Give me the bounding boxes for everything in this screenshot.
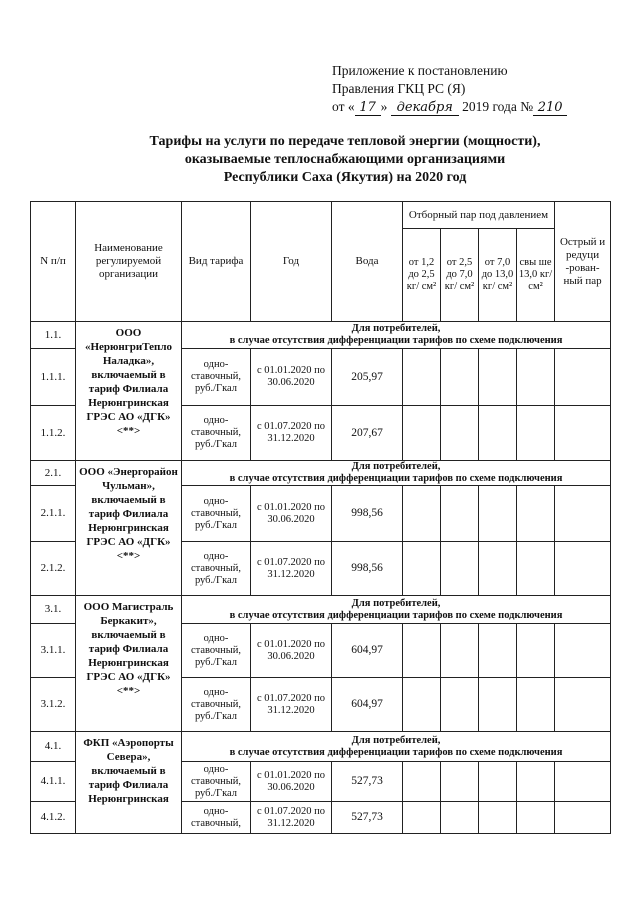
acute-steam-cell <box>555 486 611 542</box>
decree-number: 210 <box>533 101 567 116</box>
steam-4-cell <box>517 762 555 802</box>
consumer-note: Для потребителей, в случае отсутствия дифференциации тарифов по схеме подключения <box>182 596 611 624</box>
steam-1-cell <box>403 486 441 542</box>
water-tariff: 604,97 <box>332 624 403 678</box>
org-name: ООО «НерюнгриТепло Наладка», включаемый в тариф Филиала Нерюнгринская ГРЭС АО «ДГК» <**> <box>76 322 182 461</box>
group-num: 4.1. <box>31 732 76 762</box>
steam-2-cell <box>441 762 479 802</box>
col-header-num: N п/п <box>31 202 76 322</box>
steam-1-cell <box>403 624 441 678</box>
col-header-acute-steam: Острый и редуци -рован- ный пар <box>555 202 611 322</box>
tariff-kind: одно- ставочный, руб./Гкал <box>182 542 251 596</box>
steam-3-cell <box>479 406 517 461</box>
row-num: 2.1.2. <box>31 542 76 596</box>
steam-3-cell <box>479 542 517 596</box>
title-line-2: оказываемые теплоснабжающими организациями <box>184 152 506 167</box>
row-num: 1.1.1. <box>31 349 76 406</box>
group-num: 2.1. <box>31 461 76 486</box>
row-num: 3.1.2. <box>31 678 76 732</box>
steam-3-cell <box>479 624 517 678</box>
water-tariff: 527,73 <box>332 762 403 802</box>
tariff-period: с 01.01.2020 по 30.06.2020 <box>251 486 332 542</box>
water-tariff: 604,97 <box>332 678 403 732</box>
decree-date-line <box>332 98 622 116</box>
steam-2-cell <box>441 624 479 678</box>
steam-2-cell <box>441 486 479 542</box>
acute-steam-cell <box>555 624 611 678</box>
tariff-kind: одно- ставочный, руб./Гкал <box>182 349 251 406</box>
col-header-org: Наименование регулируемой организации <box>76 202 182 322</box>
water-tariff: 205,97 <box>332 349 403 406</box>
tariff-kind: одно- ставочный, руб./Гкал <box>182 678 251 732</box>
tariff-period: с 01.01.2020 по 30.06.2020 <box>251 349 332 406</box>
steam-1-cell <box>403 802 441 834</box>
org-name: ООО Магистраль Беркакит», включаемый в тариф Филиала Нерюнгринская ГРЭС АО «ДГК» <**> <box>76 596 182 732</box>
row-num: 1.1.2. <box>31 406 76 461</box>
steam-4-cell <box>517 624 555 678</box>
steam-4-cell <box>517 486 555 542</box>
tariff-table <box>30 201 611 834</box>
org-name: ФКП «Аэропорты Севера», включаемый в тариф Филиала Нерюнгринская <box>76 732 182 834</box>
row-num: 3.1.1. <box>31 624 76 678</box>
acute-steam-cell <box>555 542 611 596</box>
steam-4-cell <box>517 349 555 406</box>
row-num: 4.1.1. <box>31 762 76 802</box>
steam-3-cell <box>479 486 517 542</box>
tariff-kind: одно- ставочный, руб./Гкал <box>182 486 251 542</box>
water-tariff: 527,73 <box>332 802 403 834</box>
tariff-period: с 01.07.2020 по 31.12.2020 <box>251 678 332 732</box>
steam-3-cell <box>479 349 517 406</box>
appendix-line: Приложение к постановлению <box>332 63 508 78</box>
tariff-period: с 01.01.2020 по 30.06.2020 <box>251 624 332 678</box>
tariff-period: с 01.07.2020 по 31.12.2020 <box>251 406 332 461</box>
steam-4-cell <box>517 406 555 461</box>
tariff-period: с 01.07.2020 по 31.12.2020 <box>251 542 332 596</box>
tariff-kind: одно- ставочный, <box>182 802 251 834</box>
steam-2-cell <box>441 406 479 461</box>
water-tariff: 998,56 <box>332 542 403 596</box>
acute-steam-cell <box>555 762 611 802</box>
tariff-kind: одно- ставочный, руб./Гкал <box>182 762 251 802</box>
col-header-water: Вода <box>332 202 403 322</box>
steam-1-cell <box>403 406 441 461</box>
authority-line: Правления ГКЦ РС (Я) <box>332 81 466 96</box>
title-line-3: Республики Саха (Якутия) на 2020 год <box>223 170 467 185</box>
consumer-note: Для потребителей, в случае отсутствия дифференциации тарифов по схеме подключения <box>182 461 611 486</box>
table-row <box>31 596 611 624</box>
col-header-steam: Отборный пар под давлением <box>403 202 555 229</box>
title-line-1: Тарифы на услуги по передаче тепловой энергии (мощности), <box>149 134 541 149</box>
col-header-steam-2: от 2,5 до 7,0 кг/ см² <box>441 229 479 322</box>
col-header-steam-1: от 1,2 до 2,5 кг/ см² <box>403 229 441 322</box>
group-num: 3.1. <box>31 596 76 624</box>
group-num: 1.1. <box>31 322 76 349</box>
steam-4-cell <box>517 542 555 596</box>
table-row <box>31 461 611 486</box>
consumer-note: Для потребителей, в случае отсутствия дифференциации тарифов по схеме подключения <box>182 732 611 762</box>
from-label: от « <box>332 99 355 114</box>
acute-steam-cell <box>555 349 611 406</box>
decree-reference <box>332 62 622 116</box>
table-row <box>31 322 611 349</box>
col-header-steam-3: от 7,0 до 13,0 кг/ см² <box>479 229 517 322</box>
close-quote: » <box>380 99 388 114</box>
decree-month: декабря <box>391 101 459 116</box>
col-header-year: Год <box>251 202 332 322</box>
water-tariff: 207,67 <box>332 406 403 461</box>
row-num: 2.1.1. <box>31 486 76 542</box>
consumer-note: Для потребителей, в случае отсутствия дифференциации тарифов по схеме подключения <box>182 322 611 349</box>
col-header-kind: Вид тарифа <box>182 202 251 322</box>
steam-1-cell <box>403 762 441 802</box>
steam-3-cell <box>479 802 517 834</box>
water-tariff: 998,56 <box>332 486 403 542</box>
steam-2-cell <box>441 802 479 834</box>
steam-4-cell <box>517 802 555 834</box>
acute-steam-cell <box>555 406 611 461</box>
document-title <box>60 133 630 187</box>
tariff-kind: одно- ставочный, руб./Гкал <box>182 406 251 461</box>
steam-1-cell <box>403 542 441 596</box>
steam-3-cell <box>479 762 517 802</box>
acute-steam-cell <box>555 678 611 732</box>
steam-2-cell <box>441 678 479 732</box>
col-header-steam-4: свы ше 13,0 кг/ см² <box>517 229 555 322</box>
decree-day: 17 <box>355 101 381 116</box>
decree-year: 2019 года № <box>462 99 534 114</box>
tariff-kind: одно- ставочный, руб./Гкал <box>182 624 251 678</box>
steam-2-cell <box>441 542 479 596</box>
row-num: 4.1.2. <box>31 802 76 834</box>
table-row <box>31 732 611 762</box>
tariff-period: с 01.01.2020 по 30.06.2020 <box>251 762 332 802</box>
steam-3-cell <box>479 678 517 732</box>
acute-steam-cell <box>555 802 611 834</box>
steam-4-cell <box>517 678 555 732</box>
steam-1-cell <box>403 678 441 732</box>
org-name: ООО «Энергорайон Чульман», включаемый в тариф Филиала Нерюнгринская ГРЭС АО «ДГК» <**> <box>76 461 182 596</box>
steam-1-cell <box>403 349 441 406</box>
steam-2-cell <box>441 349 479 406</box>
tariff-period: с 01.07.2020 по 31.12.2020 <box>251 802 332 834</box>
